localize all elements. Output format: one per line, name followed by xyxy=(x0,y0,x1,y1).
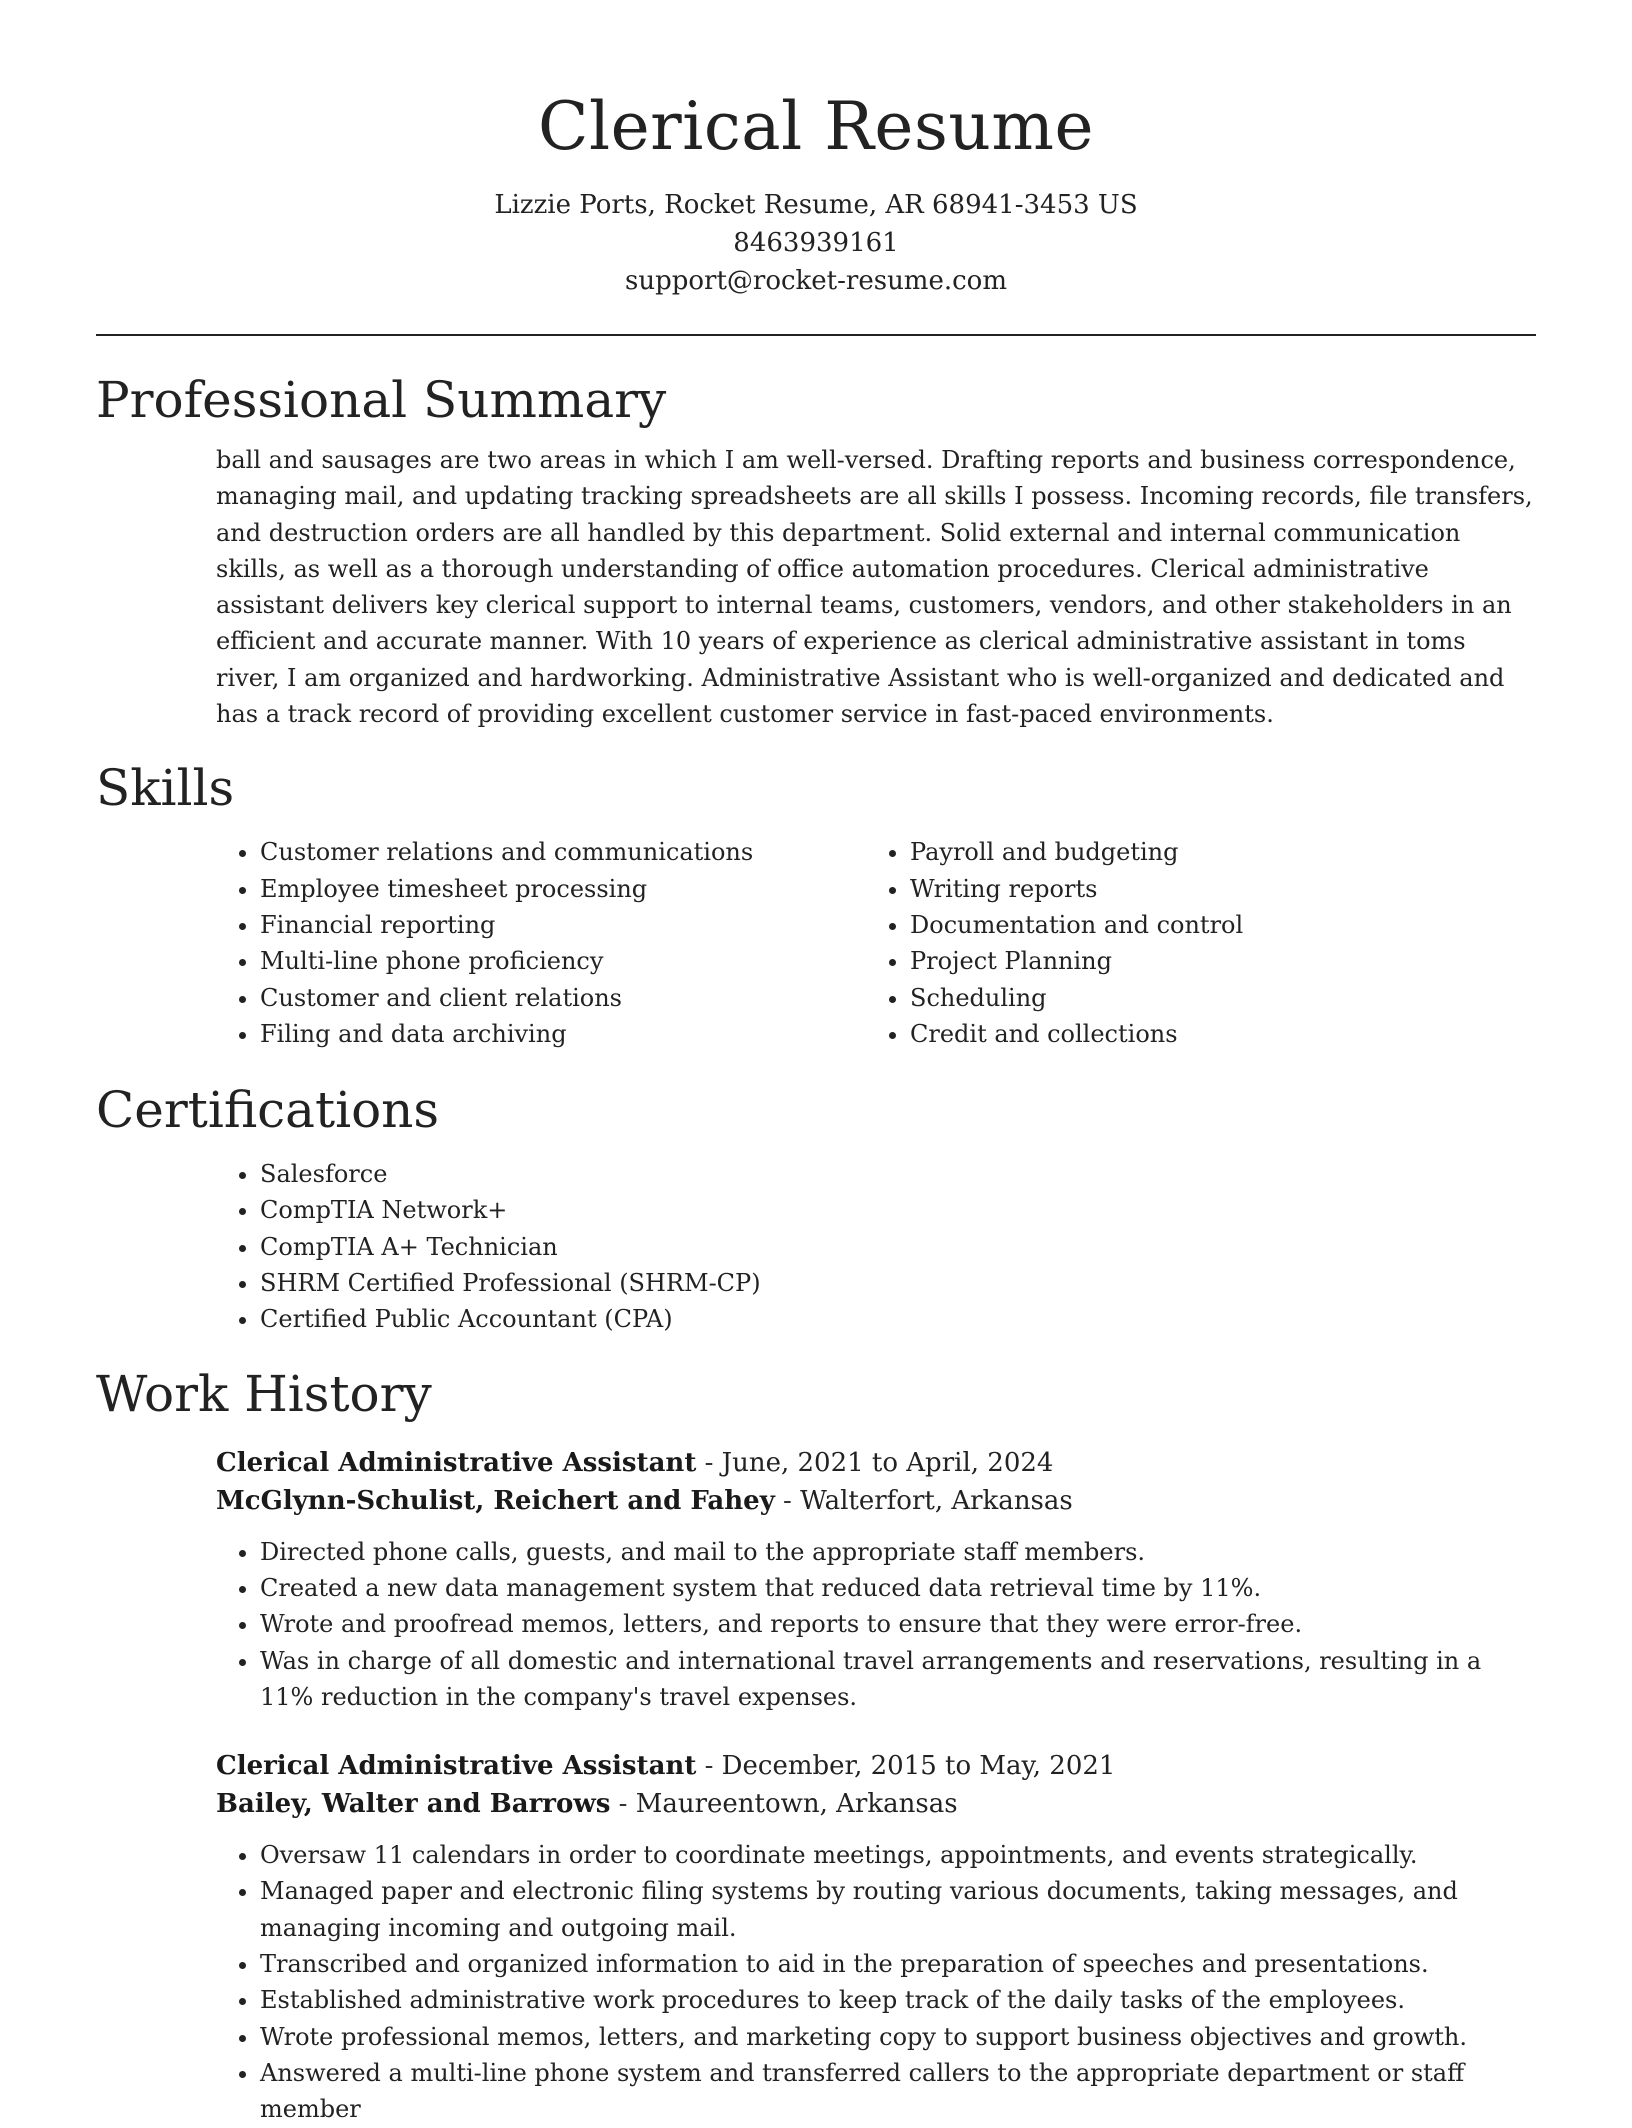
section-heading-work-history: Work History xyxy=(96,1364,432,1423)
job-dates: June, 2021 to April, 2024 xyxy=(721,1447,1054,1478)
skill-item: • Filing and data archiving xyxy=(260,1016,866,1052)
certification-item: • Certified Public Accountant (CPA) xyxy=(260,1301,1536,1337)
skill-item: • Writing reports xyxy=(910,871,1516,907)
skills-columns xyxy=(216,834,1536,1052)
certification-item: • CompTIA Network+ xyxy=(260,1192,1536,1228)
certifications-list xyxy=(216,1156,1536,1337)
section-heading-summary: Professional Summary xyxy=(96,371,667,429)
contact-address: Lizzie Ports, Rocket Resume, AR 68941-3453 US xyxy=(494,190,1138,220)
job-bullet: • Transcribed and organized information to aid in the preparation of speeches and presentations. xyxy=(260,1946,1536,1982)
section-heading-certifications: Certifications xyxy=(96,1081,440,1140)
skill-item: • Credit and collections xyxy=(910,1016,1516,1052)
skill-item: • Employee timesheet processing xyxy=(260,871,866,907)
job-title-line: Clerical Administrative Assistant - June, 2021 to April, 2024 xyxy=(216,1447,1054,1478)
header-divider xyxy=(96,334,1536,336)
contact-phone: 8463939161 xyxy=(733,228,899,258)
job-bullet: • Wrote and proofread memos, letters, and reports to ensure that they were error-free. xyxy=(260,1606,1536,1642)
skill-item: • Multi-line phone proficiency xyxy=(260,943,866,979)
summary-text: ball and sausages are two areas in which I am well-versed. Drafting reports and business correspondence, managing mail, and updating tracking spreadsheets are all skills I possess. Incoming records, file transfers, and destruction orders are all handled by this department. Solid external and internal communication skills, as well as a thorough understanding of office automation procedures. Clerical administrative assistant delivers key clerical support to internal teams, customers, vendors, and other stakeholders in an efficient and accurate manner. With 10 years of experience as clerical administrative assistant in toms river, I am organized and hardworking. Administrative Assistant who is well-organized and dedicated and has a track record of providing excellent customer service in fast-paced environments. xyxy=(216,446,1533,729)
job-bullet: • Created a new data management system that reduced data retrieval time by 11%. xyxy=(260,1570,1536,1606)
job-bullet: • Established administrative work procedures to keep track of the daily tasks of the employees. xyxy=(260,1982,1536,2018)
job-entry xyxy=(216,1444,1536,1715)
skills-column-right xyxy=(866,834,1516,1052)
job-location: Walterfort, Arkansas xyxy=(800,1485,1073,1516)
skill-item: • Customer relations and communications xyxy=(260,834,866,870)
contact-info xyxy=(96,186,1536,300)
resume-header xyxy=(96,0,1536,300)
job-title: Clerical Administrative Assistant xyxy=(216,1751,697,1782)
job-company: McGlynn-Schulist, Reichert and Fahey xyxy=(216,1485,775,1516)
skills-column-left xyxy=(216,834,866,1052)
skill-item: • Documentation and control xyxy=(910,907,1516,943)
job-title: Clerical Administrative Assistant xyxy=(216,1447,697,1478)
professional-summary-section xyxy=(96,370,1536,732)
certification-item: • Salesforce xyxy=(260,1156,1536,1192)
contact-email: support@rocket-resume.com xyxy=(624,266,1007,296)
job-bullet: • Wrote professional memos, letters, and marketing copy to support business objectives and growth. xyxy=(260,2019,1536,2055)
job-bullet: • Managed paper and electronic filing systems by routing various documents, taking messages, and managing incoming and outgoing mail. xyxy=(260,1873,1536,1946)
job-company: Bailey, Walter and Barrows xyxy=(216,1789,611,1820)
section-heading-skills: Skills xyxy=(96,759,235,818)
certifications-section xyxy=(96,1080,1536,1337)
job-title-line: Clerical Administrative Assistant - December, 2015 to May, 2021 xyxy=(216,1751,1116,1782)
job-location: Maureentown, Arkansas xyxy=(635,1789,958,1820)
skill-item: • Project Planning xyxy=(910,943,1516,979)
certification-item: • SHRM Certified Professional (SHRM-CP) xyxy=(260,1265,1536,1301)
job-company-line: Bailey, Walter and Barrows - Maureentown, Arkansas xyxy=(216,1789,958,1820)
certification-item: • CompTIA A+ Technician xyxy=(260,1229,1536,1265)
skill-item: • Scheduling xyxy=(910,980,1516,1016)
job-bullet-list xyxy=(216,1534,1536,1715)
job-bullet-list xyxy=(216,1837,1536,2127)
job-bullet: • Oversaw 11 calendars in order to coordinate meetings, appointments, and events strategically. xyxy=(260,1837,1536,1873)
skill-item: • Customer and client relations xyxy=(260,980,866,1016)
resume-title: Clerical Resume xyxy=(538,88,1094,165)
skills-section xyxy=(96,758,1536,1052)
skill-item: • Financial reporting xyxy=(260,907,866,943)
job-entry xyxy=(216,1747,1536,2127)
job-company-line: McGlynn-Schulist, Reichert and Fahey - Walterfort, Arkansas xyxy=(216,1485,1073,1516)
skill-item: • Payroll and budgeting xyxy=(910,834,1516,870)
job-bullet: • Directed phone calls, guests, and mail to the appropriate staff members. xyxy=(260,1534,1536,1570)
job-bullet: • Was in charge of all domestic and international travel arrangements and reservations, resulting in a 11% reduction in the company's travel expenses. xyxy=(260,1643,1536,1716)
job-bullet: • Answered a multi-line phone system and transferred callers to the appropriate department or staff member xyxy=(260,2055,1536,2128)
work-history-section xyxy=(96,1364,1536,2128)
job-dates: December, 2015 to May, 2021 xyxy=(721,1751,1116,1782)
